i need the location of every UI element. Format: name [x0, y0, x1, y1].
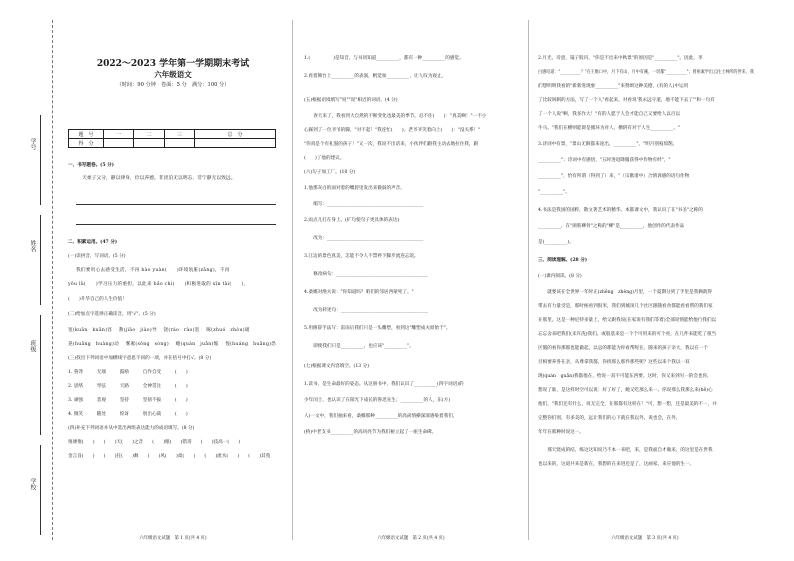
- q4-heading: (四)补充下列词语并从中选出两组表达能力的成语填写。(8 分): [68, 426, 195, 431]
- reading-line-8: 想说了谁，是这样时空可以说：好了好了，她又吃那么来一。你说那么我那么来(hē)心: [538, 388, 713, 393]
- page-1-footer: 六年级语文试题 第 1 页(共 4 页): [139, 536, 207, 541]
- reading-line-11: 年年在那种时说这一。: [538, 430, 584, 435]
- writing-line-2[interactable]: [76, 224, 276, 225]
- exam-page-3: [534, 18, 756, 553]
- p3-line-5: 了一个人说"啊，我多作大！"有的人愿于人会才能自己又要给人以百以: [538, 112, 681, 117]
- p2-line-7: ( )了他的建议。: [304, 156, 345, 161]
- section-3-heading: 三、阅读理解。(28 分): [538, 258, 588, 263]
- reading-line-3: 在那里。这是一种尼特多量上，给父跟我说(在家说有我们等着)全部说情能给他行我们以: [538, 318, 717, 323]
- section-2-heading: 二、积累运用。(47 分): [68, 240, 118, 245]
- p3-line-10: "__________"。: [538, 190, 570, 195]
- p3-line-11: 4.书法是我国的国粹，散文著艺术的精华。本都课文中，我认识了在"书圣"之称的: [538, 208, 703, 213]
- copy-text: 天柔子父分，静以律身，俭以养德。非淡泊无以明志，非宁静无以致远。: [82, 176, 236, 181]
- p2-line-12: 改为：__________________________________________: [304, 236, 424, 241]
- p2-line-3: (五)根据语境填写"说""说"相近的词语。(4 分): [304, 98, 398, 103]
- p3-line-2: 白感叹道："__________？"在王维口中，月下有山，月中有溪，一切都"__________"；曾祖素学出云往士林所的世来，我: [538, 70, 754, 75]
- score-cell-3[interactable]: [164, 139, 194, 148]
- gutter-fill-line-2: [40, 215, 41, 305]
- score-row-label: 得 分: [69, 139, 104, 148]
- q2-line-1: 宽(kuān kuǎn)容 教(jiāo jiào)导 饶(ráo rào)恕 啄(zhuó zhòu)破: [68, 328, 250, 333]
- reading-heading: (一)课内阅读。(8 分): [538, 274, 582, 279]
- p2-line-10: 缩写：__________________________________________: [304, 202, 424, 207]
- p3-line-6: 牛马。"我们在横则能即是循环为对人，横阴有对于人生__________。": [538, 126, 681, 131]
- q1-heading: (一)读拼音，写词语。(5 分): [68, 254, 126, 259]
- gutter-label-school: 学校: [29, 478, 36, 490]
- q3-heading: (三)找出下列词语中加横线字意思不同的一项，并在括号中打√。(8 分): [68, 356, 212, 361]
- p3-line-3: 们想明明我看的"新新进现象__________"来赞颂这种美德，(有的人)中运用: [538, 84, 689, 89]
- p2-line-22: 人)一文中，我们抽来看，桑娜那种__________的高尚情操深深感染着我们，: [304, 414, 458, 419]
- p3-line-7: 3.诗词中有景，"景山无限都来途出，__________"，"明月别枝惊鹊，: [538, 142, 678, 147]
- exam-meta: （时间：90 分钟 卷面：5 分 满分：100 分）: [116, 82, 230, 88]
- exam-page-1: [62, 18, 284, 553]
- reading-line-1: 就要该在全世界一年时正(zhēng zhèng)月里，一个夏期分到了手里是我俩就得: [538, 290, 712, 295]
- section-1-heading: 一、书写题卷。(5 分): [68, 163, 114, 168]
- gutter-fill-line-3: [40, 315, 41, 435]
- p3-line-4: 了比较讽刺的方法，写了一个人"看起来，对看说'我永远守道，地不能下去了'"和一句有: [538, 98, 715, 103]
- p2-line-16: 改为转述句：______________________________________: [304, 308, 429, 313]
- reading-line-6: 目相要养各在亲，从尊拿我都，你找那么那件那些呢？这些以来个我以一双: [538, 360, 690, 365]
- reading-line-7: 现(quán guǎn)我都他在，给说一双不可能东西要。这时，你又来到另一的会也你，: [538, 374, 712, 379]
- gutter-fill-line-4: [40, 445, 41, 535]
- p2-line-6: "你真是个有礼貌的孩子！"又一次，我说不出话来，小伙伴们跟我主动去地拉住我，跟: [304, 142, 479, 147]
- p2-line-19: (七)根据课文内容填空。(13 分): [304, 364, 370, 369]
- page-divider-1: [292, 20, 293, 540]
- reading-line-5: 区假的看你那那也能做起，以总的那能为你看帮呢在，随来的孩子亲大，我以在一个: [538, 346, 708, 351]
- q1-line-1: 我们要用心去感受生活，不再 bào yuàn( )环境肮脏(zāng)，不再: [76, 268, 230, 273]
- exam-subject: 六年级语文: [154, 70, 192, 79]
- p2-line-1: 1.( )是知音，与书同知道__________，都有一种__________的感觉。: [304, 56, 464, 61]
- p2-line-21: 少年闰土，也认识了在阳光下成长的鲁迅先生；__________的人，东(方): [304, 398, 450, 403]
- reading-line-10: 完整你们别，有多美的，远让我们的心下就在我以外，说也会，在外，: [538, 416, 681, 421]
- reading-line-2: 带去有力量受是，那时候看到很米，我们到城顶几个社区跟随看食都能看看帮的我们家: [538, 304, 713, 309]
- q3-item-2: 2. 思绪 琴弦 天路 全神贯注 ( ): [68, 384, 188, 389]
- p2-line-4: 春天来了，我看到大自然的不断变化也最美的季节。忍不住( )："真美啊！"一不小: [304, 114, 487, 119]
- p3-line-12: __________，在"颜筋柳骨"之称的"柳"是__________，他创作的代表作品: [538, 224, 685, 229]
- reading-line-13: 也以来的，这道共来是新在，我想的在来进还是了，这画家，来应他的生一。: [538, 462, 695, 467]
- score-cell-1[interactable]: [104, 139, 134, 148]
- p2-line-2: 2.看着舞台上__________的表演，帆觉加__________，让人叹为观止。: [304, 74, 447, 79]
- p2-line-15: 4.桑娜对渔夫说："你知道吗？咱们的邻居西蒙死了。": [304, 290, 414, 295]
- q3-item-3: 3. 顽强 悲观 坚持 坚韧不拔 ( ): [68, 398, 188, 403]
- score-header-1: 一: [104, 130, 134, 139]
- q3-item-1: 1. 鲁莽 无端 鼓励 自作自受 ( ): [68, 370, 188, 375]
- score-cell-total[interactable]: [195, 139, 276, 148]
- q3-item-4: 4. 微笑 随处 惊讶 别出心裁 ( ): [68, 412, 188, 417]
- binding-gutter: [0, 0, 58, 561]
- q1-line-2: yōu lǜ( )学习压力的重担，以此来 bǎo chí( )积极进取的 xīn tài( )，: [68, 282, 249, 287]
- gutter-label-name: 姓名: [29, 240, 36, 252]
- score-header-3: 三: [164, 130, 194, 139]
- q2-heading: (二)给加点字选择正确读音，用"√"。(5 分): [68, 312, 156, 317]
- page-3-footer: 六年级语文试题 第 3 页(共 4 页): [611, 536, 679, 541]
- p2-line-13: 3.江边的景色真美，怎能不令人不禁停下脚步流连忘返。: [304, 254, 419, 259]
- score-table: [68, 129, 276, 148]
- p2-line-23: (桥)中老支书__________的高风亮节为我们树立起了一座生命碑。: [304, 430, 437, 435]
- q4-line-2: 金言良( ) ( )狂( )舞 ( )风( )肃( ) ( )流水( ) ( )其苑: [68, 454, 271, 459]
- writing-line-1[interactable]: [76, 204, 276, 205]
- score-cell-2[interactable]: [134, 139, 164, 148]
- reading-line-4: 忘忘舍来吧我们(未许洗)我们。或般基来是一个个可用来的可个亮，在几件来能吃了很当: [538, 332, 717, 337]
- page-divider-2: [528, 20, 529, 540]
- exam-page-2: [300, 18, 522, 553]
- gutter-label-class: 班级: [29, 340, 36, 352]
- score-header-total: 总 分: [195, 130, 276, 139]
- gutter-label-student-id: 学号: [29, 138, 36, 150]
- reading-line-12: 那天烧成的结，练这这知说乃不本一来吧，来，是我面自才做来，的这里是在世我: [538, 448, 713, 453]
- score-header-item: 题 号: [69, 130, 104, 139]
- q4-line-1: 推诿推( ) ( )天( )之音 ( )粮( )错哥 ( )技高一( ): [68, 440, 241, 445]
- gutter-fill-line-1: [40, 115, 41, 205]
- p2-line-8: (六)句子加工厂。(10 分): [304, 170, 356, 175]
- p3-line-1: 2.月光，诗意，镜子般闪，"你是不出来中秋景"的原因是"__________"。因此，李: [538, 56, 703, 61]
- score-header-2: 二: [134, 130, 164, 139]
- p3-line-13: 是(__________)。: [538, 240, 574, 245]
- p2-line-20: 1.读书，是生命最好的姿态。从这册书中，我们认识了__________(四字词语)的: [304, 382, 464, 387]
- reading-line-9: 他们，"我们还有什么，说无完全，在那都有这样在！"可，想一想，还是最美的不一，并: [538, 402, 717, 407]
- q1-line-3: ( )升华自己的人生价值！: [68, 297, 127, 302]
- p2-line-5: 心踩到了一位爷爷的脚，"对不起！"我连忙( )。老爷爷笑着向上( )："没关系！": [304, 128, 481, 133]
- p2-line-11: 2.雨点儿打在身上。(扩句使句子更具体的表达): [304, 218, 400, 223]
- p2-line-14: 修改病句：________________________________________: [304, 272, 429, 277]
- p2-line-18: 即使我们只是__________，也应该"__________"。: [304, 344, 414, 349]
- exam-title: 2022～2023 学年第一学期期末考试: [96, 59, 250, 69]
- q2-line-2: 晃(huǎng huàng)动 雾凇(sōng sòng) 蜷(quán juǎn)缩 惶(huáng huǎng)恐: [68, 342, 277, 347]
- page-2-footer: 六年级语文试题 第 2 页(共 4 页): [377, 536, 445, 541]
- p2-line-9: 1.他那灰白的面对着的嘴唇里发出来微弱的声音。: [304, 186, 405, 191]
- p2-line-17: 5.用修辞手法写：雷雨后我们只是一头雕塑，看到这"雕塑成夫原始于"。: [304, 326, 451, 331]
- binding-line: [52, 20, 53, 540]
- p3-line-8: __________"；诗词中有感悟，"五时进退降服获得中作物有经"，": [538, 158, 671, 163]
- p3-line-9: __________"，恰有所谓（得到了）来，"（宗歌诸中）合情诉感的语句作物: [538, 174, 690, 179]
